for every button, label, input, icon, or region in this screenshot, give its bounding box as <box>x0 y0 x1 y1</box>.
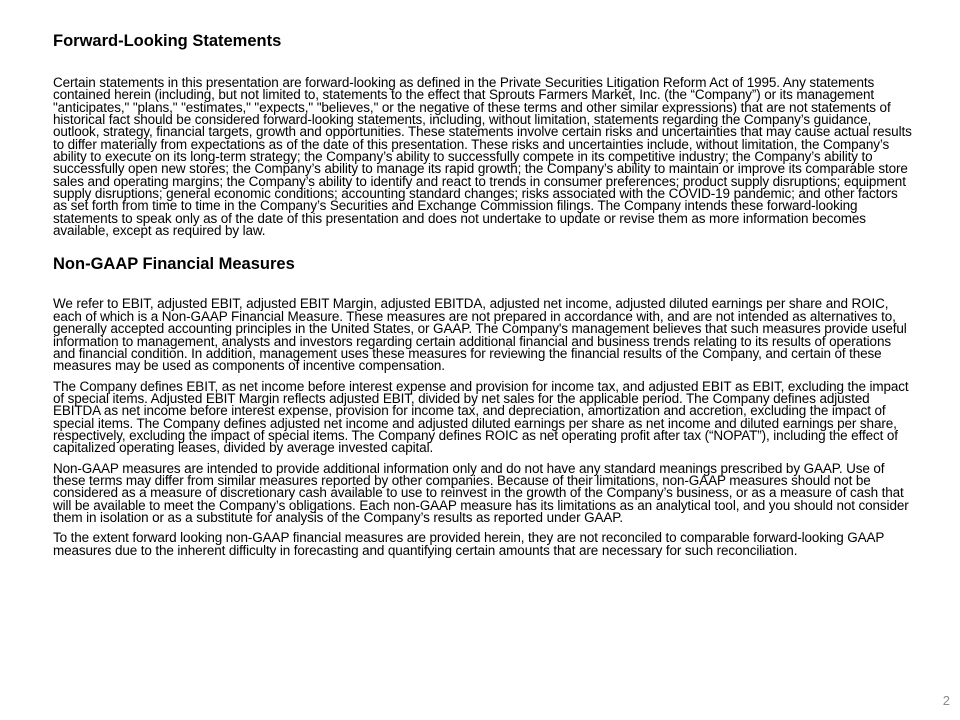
forward-looking-paragraph: Certain statements in this presentation are forward-looking as defined in the Private Securities Litigation Reform Act of 1995. Any statements contained herein (including, but not limited to, statements to the effect that Sprouts Farmers Market, Inc. (the “Company”) or its management "anticipates," "plans," "estimates," "expects," "believes," or the negative of these terms and other similar expressions) that are not statements of historical fact should be considered forward-looking statements, including, without limitation, statements regarding the Company’s guidance, outlook, strategy, financial targets, growth and opportunities. These statements involve certain risks and uncertainties that may cause actual results to differ materially from expectations as of the date of this presentation. These risks and uncertainties include, without limitation, the Company’s ability to execute on its long-term strategy; the Company’s ability to successfully compete in its competitive industry; the Company’s ability to successfully open new stores; the Company’s ability to manage its rapid growth; the Company’s ability to maintain or improve its comparable store sales and operating margins; the Company’s ability to identify and react to trends in consumer preferences; product supply disruptions; equipment supply disruptions; general economic conditions; accounting standard changes; risks associated with the COVID-19 pandemic; and other factors as set forth from time to time in the Company’s Securities and Exchange Commission filings. The Company intends these forward-looking statements to speak only as of the date of this presentation and does not undertake to update or revise them as more information becomes available, except as required by law. <box>53 75 912 239</box>
non-gaap-paragraph-3: Non-GAAP measures are intended to provide additional information only and do not have any standard meanings prescribed by GAAP. Use of these terms may differ from similar measures reported by other companies. Because of their limitations, non-GAAP measures should not be considered as a measure of discretionary cash available to use to reinvest in the growth of the Company’s business, or as a measure of cash that will be available to meet the Company’s obligations. Each non-GAAP measure has its limitations as an analytical tool, and you should not consider them in isolation or as a substitute for analysis of the Company’s results as reported under GAAP. <box>53 460 909 525</box>
forward-looking-heading: Forward-Looking Statements <box>53 32 282 50</box>
non-gaap-paragraph-4: To the extent forward looking non-GAAP financial measures are provided herein, they are not reconciled to comparable forward-looking GAAP measures due to the inherent difficulty in forecasting and quantifying certain amounts that are necessary for such reconciliation. <box>53 530 885 558</box>
non-gaap-paragraph-1: We refer to EBIT, adjusted EBIT, adjusted EBIT Margin, adjusted EBITDA, adjusted net income, adjusted diluted earnings per share and ROIC, each of which is a Non-GAAP Financial Measure. These measures are not prepared in accordance with, and are not intended as alternatives to, generally accepted accounting principles in the United States, or GAAP. The Company's management believes that such measures provide useful information to management, analysts and investors regarding certain additional financial and business trends relating to its results of operations and financial condition. In addition, management uses these measures for reviewing the financial results of the Company, and certain of these measures may be used as components of incentive compensation. <box>53 296 907 374</box>
non-gaap-paragraph-2: The Company defines EBIT, as net income before interest expense and provision for income tax, and adjusted EBIT as EBIT, excluding the impact of special items. Adjusted EBIT Margin reflects adjusted EBIT, divided by net sales for the applicable period. The Company defines adjusted EBITDA as net income before interest expense, provision for income tax, and depreciation, amortization and accretion, excluding the impact of special items. The Company defines adjusted net income and adjusted diluted earnings per share as net income and diluted earnings per share, respectively, excluding the impact of special items. The Company defines ROIC as net operating profit after tax (“NOPAT”), including the effect of capitalized operating leases, divided by average invested capital. <box>53 378 909 456</box>
slide-content <box>53 30 915 565</box>
non-gaap-heading: Non-GAAP Financial Measures <box>53 255 295 274</box>
page-number: 2 <box>942 693 950 708</box>
